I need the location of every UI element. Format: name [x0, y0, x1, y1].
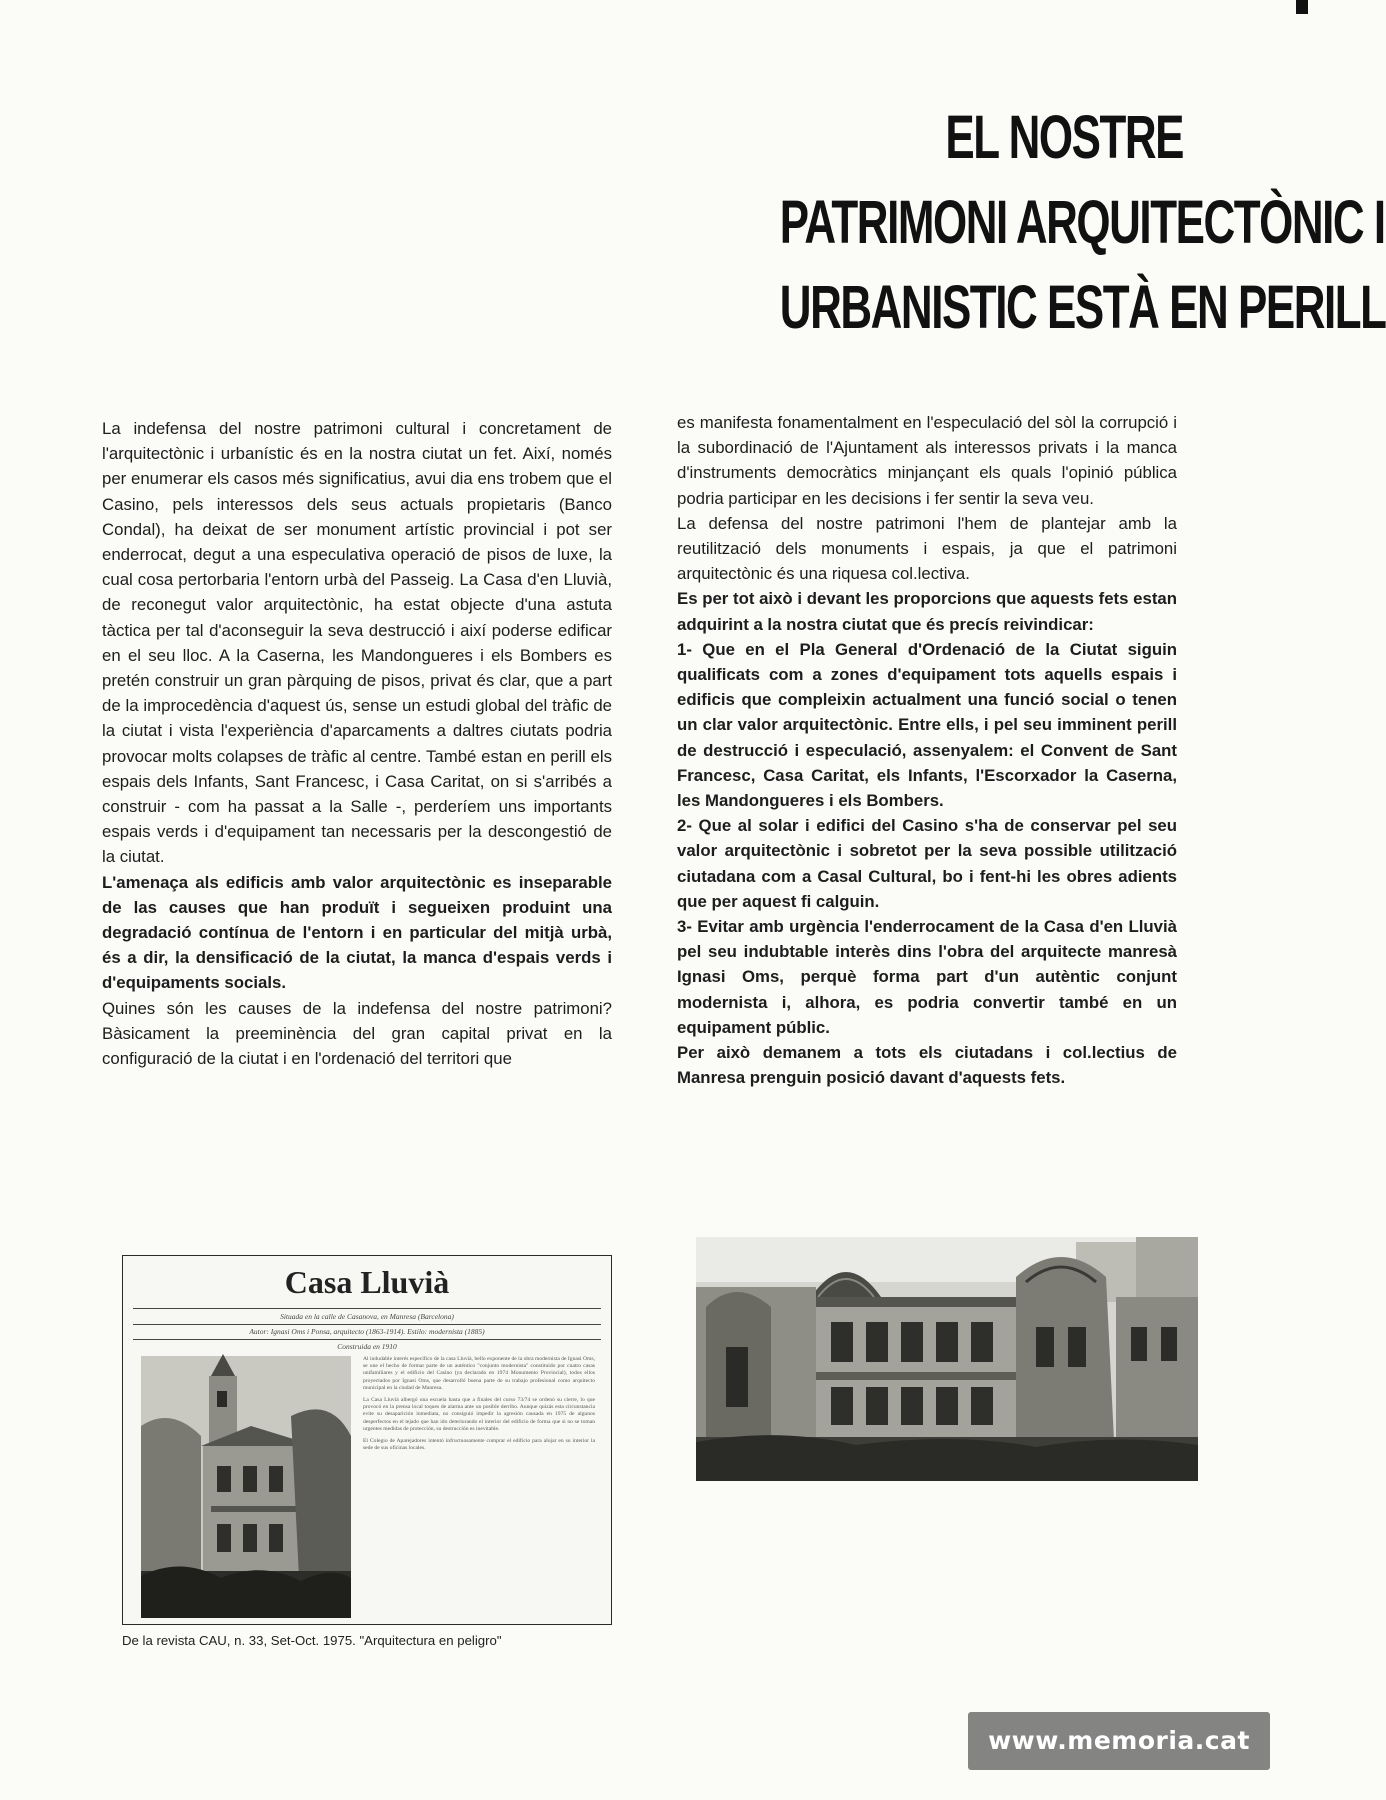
paragraph: Quines són les causes de la indefensa del nostre patrimoni? Bàsicament la preeminència del gran capital privat en la configuració de la ciutat i en l'ordenació del territori que — [102, 998, 612, 1069]
left-column — [102, 416, 612, 1071]
closing-paragraph: Per això demanem a tots els ciutadans i col.lectius de Manresa prenguin posició davant d'aquests fets. — [677, 1043, 1177, 1088]
clipping-rule — [133, 1324, 601, 1325]
paragraph-bold: Es per tot això i devant les proporcions que aquests fets estan adquirint a la nostra ciutat que és precís reivindicar: — [677, 589, 1177, 634]
clipping-author: Autor: Ignasi Oms i Ponsa, arquitecto (1863-1914). Estilo: modernista (1885) — [249, 1327, 485, 1336]
clipping-paragraph: El Colegio de Aparejadores intentó infructuosamente comprar el edificio para alojar en su interior la sede de sus oficinas locales. — [363, 1438, 595, 1452]
corner-mark — [1296, 0, 1308, 14]
demand-1: 1- Que en el Pla General d'Ordenació de la Ciutat siguin qualificats com a zones d'equipament tots aquells espais i edificis que compleixin actualment una funció social o tenen un clar valor arquitectònic. Entre ells, i pel seu imminent perill de destrucció i especulació, assenyalem: el Convent de Sant Francesc, Casa Caritat, els Infants, l'Escorxador la Caserna, les Mandongueres i els Bombers. — [677, 639, 1177, 811]
watermark-text: www.memoria.cat — [988, 1726, 1250, 1755]
clipping-body — [363, 1356, 595, 1457]
clipping-caption: De la revista CAU, n. 33, Set-Oct. 1975. "Arquitectura en peligro" — [122, 1633, 502, 1648]
clipping-paragraph: Al indudable interés específico de la casa Lluvià, bello exponente de la obra modernista de Ignasi Oms, se une el hecho de formar parte de un auténtico "conjunto modernista" constituido por cuatro casas unifamiliares y el edificio del Casino (ya declarado en 1974 Monumento Provincial), todos ellos proyectados por Ignasi Oms, que desarrolló buena parte de su trabajo profesional como arquitecto municipal en la ciudad de Manresa. — [363, 1356, 595, 1391]
clipping-subtitle: Situada en la calle de Casanova, en Manresa (Barcelona) — [280, 1312, 454, 1321]
demand-2: 2- Que al solar i edifici del Casino s'ha de conservar pel seu valor arquitectònic i sobretot per la seva possible utilització ciutadana com a Casal Cultural, bo i fent-hi les obres adients que per aquest fi calguin. — [677, 816, 1177, 911]
clipping-date: Construida en 1910 — [337, 1342, 397, 1351]
casino-photo — [696, 1237, 1198, 1481]
title-line: EL NOSTRE — [945, 103, 1183, 171]
clipping-paragraph: La Casa Lluvià albergó una escuela hasta que a finales del curso 73/74 se ordenó su cierre, lo que provocó en la prensa local toques de alarma ante un posible derribo. Aunque quizás esta circunstancia evite su desaparición inmediata, no consiguió impedir la agresión causada en 1975 de algunos desperfectos en el tejado que han ido deteriorando el interior del edificio de forma que si no se toman urgentes medidas de protección, su destrucción es inevitable. — [363, 1397, 595, 1432]
casa-lluvia-photo — [141, 1356, 351, 1618]
clipping-rule — [133, 1308, 601, 1309]
casino-building-illustration — [696, 1237, 1198, 1481]
paragraph: La defensa del nostre patrimoni l'hem de plantejar amb la reutilització dels monuments i espais, ja que el patrimoni arquitectònic és una riquesa col.lectiva. — [677, 513, 1177, 584]
right-column — [677, 410, 1177, 1090]
article-title — [779, 95, 1386, 350]
title-line: URBANISTIC ESTÀ EN PERILL — [779, 273, 1386, 341]
watermark-badge — [968, 1712, 1270, 1770]
demand-3: 3- Evitar amb urgència l'enderrocament de la Casa d'en Lluvià pel seu indubtable interès dins l'obra del arquitecte manresà Ignasi Oms, perquè forma part d'un autèntic conjunt modernista i, alhora, es podria convertir també en un equipament públic. — [677, 917, 1177, 1037]
paragraph: La indefensa del nostre patrimoni cultural i concretament de l'arquitectònic i urbanístic és en la nostra ciutat un fet. Així, només per enumerar els casos més significatius, avui dia ens trobem que el Casino, pels interessos dels seus actuals propietaris (Banco Condal), ha deixat de ser monument artístic provincial i pot ser enderrocat, degut a una especulativa operació de pisos de luxe, la cual cosa pertorbaria l'entorn urbà del Passeig. La Casa d'en Lluvià, de reconegut valor arquitectònic, ha estat objecte d'una astuta tàctica per tal d'aconseguir la seva destrucció i així poderse edificar en el seu lloc. A la Caserna, les Mandongueres i els Bombers es pretén construir un gran pàrquing de pisos, privat és clar, que a part de la improcedència d'aquest ús, sense un estudi global del tràfic de la ciutat i vista l'experiència d'aparcaments a daltres ciutats podria provocar molts colapses de tràfic al centre. També estan en perill els espais dels Infants, Sant Francesc, i Casa Caritat, on si s'arribés a construir - com ha passat a la Salle -, perderíem uns importants espais verds i d'equipament tan necessaris per la descongestió de la ciutat. — [102, 419, 612, 867]
title-line: PATRIMONI ARQUITECTÒNIC I — [779, 188, 1385, 256]
magazine-clipping — [122, 1255, 612, 1625]
paragraph: es manifesta fonamentalment en l'especulació del sòl la corrupció i la subordinació de l'Ajuntament als interessos privats i la manca d'instruments democràtics minjançant els quals l'opinió pública podria participar en les decisions i fer sentir la seva veu. — [677, 413, 1177, 508]
clipping-title: Casa Lluvià — [284, 1264, 450, 1300]
clipping-rule — [133, 1339, 601, 1340]
paragraph-bold: L'amenaça als edificis amb valor arquitectònic es inseparable de las causes que han produït i segueixen produint una degradació contínua de l'entorn i en particular del mitjà urbà, és a dir, la densificació de la ciutat, la manca d'espais verds i d'equipaments socials. — [102, 872, 612, 993]
building-illustration — [141, 1356, 351, 1618]
